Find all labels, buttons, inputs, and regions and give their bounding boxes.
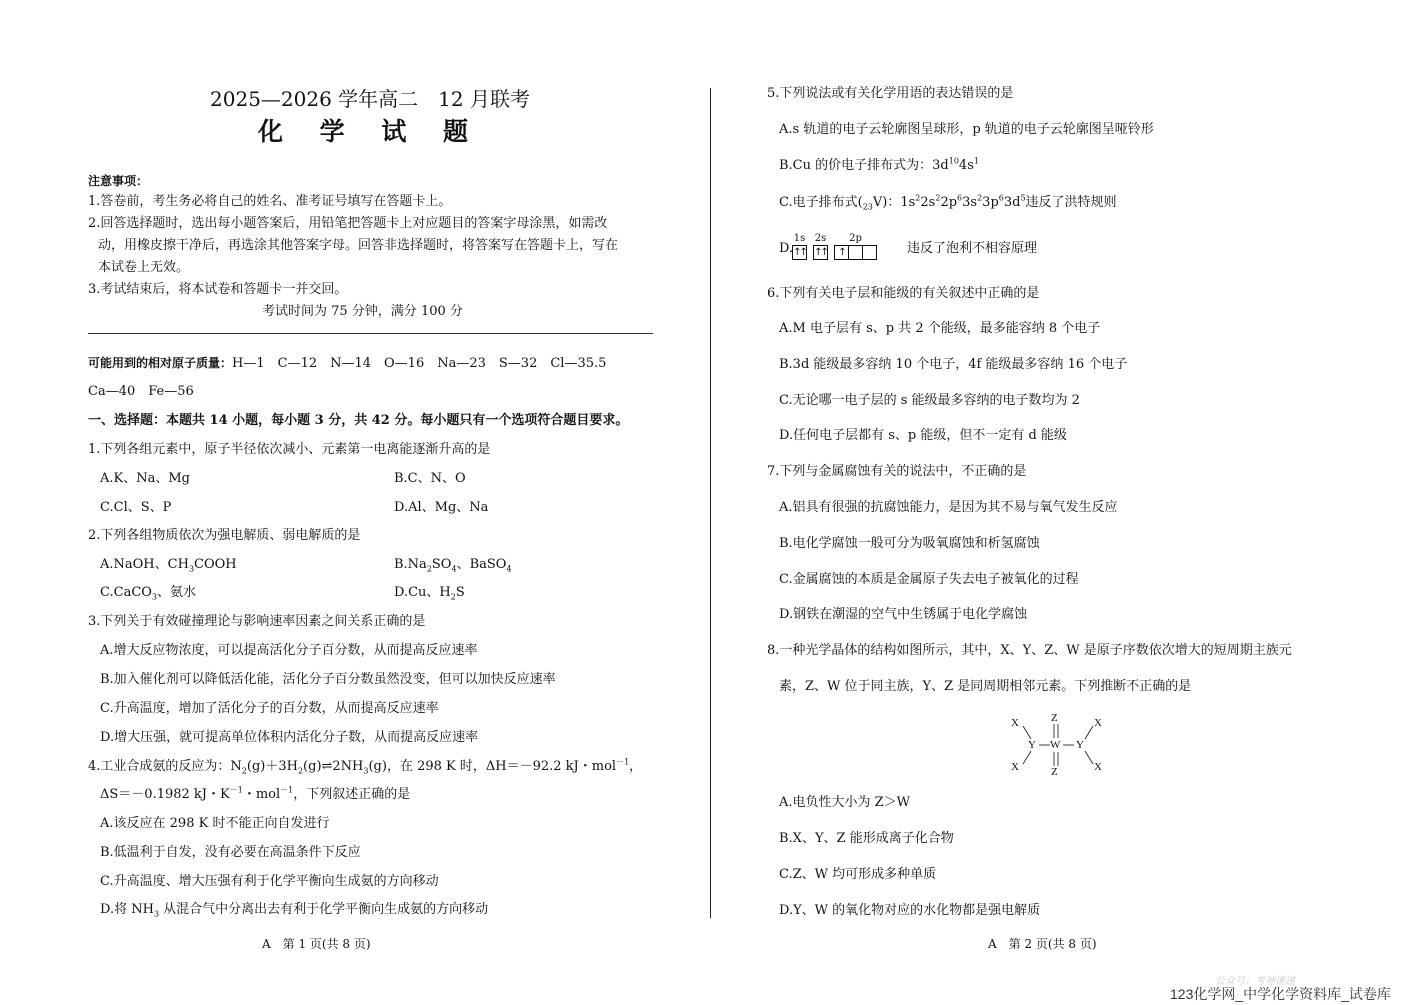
orbital-2s: 2s ↑↑ — [814, 233, 827, 258]
q2-option-c: C.CaCO$_3$、氨水 — [100, 585, 197, 602]
q4-option-a: A.该反应在 298 K 时不能正向自发进行 — [100, 816, 330, 831]
orbital-box-2s: ↑↑ — [814, 247, 827, 258]
q7-stem: 7.下列与金属腐蚀有关的说法中，不正确的是 — [767, 464, 1027, 479]
orbital-2p: 2p ↑ — [834, 233, 877, 260]
q5-option-a: A.s 轨道的电子云轮廓图呈球形，p 轨道的电子云轮廓图呈哑铃形 — [779, 122, 1154, 137]
q4-stem-line-1: 4.工业合成氨的反应为：$N_2(g)+3H_2(g)\rightleftharpoons 2NH_3(g)$，在 298 K 时，ΔH＝－92.2 kJ・mol$^{-1}$， — [88, 757, 643, 776]
q1-option-c: C.Cl、S、P — [100, 500, 172, 515]
atom-y-2: Y — [1076, 739, 1084, 751]
atom-y-1: Y — [1028, 739, 1036, 751]
orbital-box-2p-3 — [862, 245, 877, 260]
q3-option-b: B.加入催化剂可以降低活化能，活化分子百分数虽然没变，但可以加快反应速率 — [100, 672, 556, 687]
notice-item-2-cont: 动，用橡皮擦干净后，再选涂其他答案字母。回答非选择题时，将答案写在答题卡上，写在 — [98, 238, 619, 253]
notice-item-3: 3.考试结束后，将本试卷和答题卡一并交回。 — [88, 282, 348, 297]
q3-option-a: A.增大反应物浓度，可以提高活化分子百分数，从而提高反应速率 — [100, 643, 478, 658]
exam-title: 2025—2026 学年高二 12 月联考 — [210, 87, 530, 111]
orbital-box-2p-2 — [848, 245, 863, 260]
q3-option-c: C.升高温度，增加了活化分子的百分数，从而提高反应速率 — [100, 701, 439, 716]
orbital-box-1s: ↑↑ — [793, 247, 806, 258]
orbital-diagram — [792, 233, 883, 260]
q4-option-b: B.低温利于自发，没有必要在高温条件下反应 — [100, 845, 361, 860]
atomic-mass-values-1: H—1 C—12 N—14 O—16 Na—23 S—32 Cl—35.5 — [232, 356, 607, 371]
q1-option-a: A.K、Na、Mg — [100, 471, 190, 486]
notice-item-1: 1.答卷前，考生务必将自己的姓名、准考证号填写在答题卡上。 — [88, 194, 452, 209]
q4-option-c: C.升高温度、增大压强有利于化学平衡向生成氨的方向移动 — [100, 874, 439, 889]
page-1-footer: A 第 1 页(共 8 页) — [262, 937, 371, 951]
atomic-mass-line-2: Ca—40 Fe—56 — [88, 384, 194, 399]
faint-watermark: 公众号：考神速递 — [1215, 976, 1295, 987]
q7-option-a: A.铝具有很强的抗腐蚀能力，是因为其不易与氧气发生反应 — [779, 500, 1118, 515]
q2-stem: 2.下列各组物质依次为强电解质、弱电解质的是 — [88, 528, 361, 543]
q6-option-b: B.3d 能级最多容纳 10 个电子，4f 能级最多容纳 16 个电子 — [779, 357, 1128, 372]
q5-option-c: C.电子排布式$(_{23}V)$：$1s^22s^22p^63s^23p^63d^5$违反了洪特规则 — [779, 193, 1117, 212]
notice-item-2: 2.回答选择题时，选出每小题答案后，用铅笔把答题卡上对应题目的答案字母涂黑，如需改 — [88, 216, 608, 231]
q8-option-b: B.X、Y、Z 能形成离子化合物 — [779, 831, 954, 846]
q8-option-c: C.Z、W 均可形成多种单质 — [779, 867, 937, 882]
page-1 — [0, 0, 710, 1005]
q7-option-b: B.电化学腐蚀一般可分为吸氧腐蚀和析氢腐蚀 — [779, 536, 1040, 551]
atom-x-3: X — [1011, 761, 1019, 773]
atom-x-1: X — [1011, 717, 1019, 729]
q7-option-d: D.钢铁在潮湿的空气中生锈属于电化学腐蚀 — [779, 607, 1028, 622]
atom-x-2: X — [1094, 717, 1102, 729]
page-divider — [710, 88, 711, 918]
crystal-structure-diagram — [1003, 712, 1113, 778]
q8-option-d: D.Y、W 的氧化物对应的水化物都是强电解质 — [779, 903, 1041, 918]
q8-option-a: A.电负性大小为 Z＞W — [779, 795, 911, 810]
q7-option-c: C.金属腐蚀的本质是金属原子失去电子被氧化的过程 — [779, 572, 1079, 587]
q5-option-d-suffix: 违反了泡利不相容原理 — [907, 241, 1038, 256]
q6-option-a: A.M 电子层有 s、p 共 2 个能级，最多能容纳 8 个电子 — [779, 321, 1101, 336]
atom-w: W — [1050, 739, 1061, 751]
q6-option-c: C.无论哪一电子层的 s 能级最多容纳的电子数均为 2 — [779, 393, 1080, 408]
atom-z-top: Z — [1051, 712, 1058, 724]
time-info: 考试时间为 75 分钟，满分 100 分 — [262, 304, 463, 319]
section-1-heading: 一、选择题：本题共 14 小题，每小题 3 分，共 42 分。每小题只有一个选项符合题目要求。 — [88, 413, 629, 428]
atomic-mass-label: 可能用到的相对原子质量： — [88, 356, 233, 370]
q3-option-d: D.增大压强，就可提高单位体积内活化分子数，从而提高反应速率 — [100, 730, 479, 745]
orbital-1s: 1s ↑↑ — [793, 233, 806, 258]
q6-option-d: D.任何电子层都有 s、p 能级，但不一定有 d 能级 — [779, 428, 1067, 443]
header-divider — [88, 333, 653, 334]
q8-stem-line-2: 素，Z、W 位于同主族，Y、Z 是同周期相邻元素。下列推断不正确的是 — [779, 679, 1192, 694]
q5-option-d-prefix: D. — [779, 241, 794, 256]
orbital-box-2p-1: ↑ — [834, 245, 849, 260]
q4-option-d: D.将 $NH_3$ 从混合气中分离出去有利于化学平衡向生成氨的方向移动 — [100, 902, 489, 919]
q4-stem-line-2: ΔS＝－0.1982 kJ・$K^{-1}$・mol$^{-1}$，下列叙述正确的是 — [100, 785, 411, 802]
q5-option-b: B.Cu 的价电子排布式为：$3d^{10}4s^1$ — [779, 156, 979, 173]
q2-option-a: A.NaOH、$CH_3COOH$ — [100, 557, 237, 574]
q1-option-b: B.C、N、O — [394, 471, 466, 486]
q1-option-d: D.Al、Mg、Na — [394, 500, 489, 515]
site-watermark: 123化学网_中学化学资料库_试卷库 — [1170, 986, 1391, 1002]
q8-stem-line-1: 8.一种光学晶体的结构如图所示，其中，X、Y、Z、W 是原子序数依次增大的短周期主族元 — [767, 643, 1292, 658]
q2-option-b: $B.Na_2SO_4$、BaSO$_4$ — [394, 557, 512, 574]
q6-stem: 6.下列有关电子层和能级的有关叙述中正确的是 — [767, 286, 1040, 301]
atom-x-4: X — [1094, 761, 1102, 773]
q5-stem: 5.下列说法或有关化学用语的表达错误的是 — [767, 86, 1014, 101]
page-2-footer: A 第 2 页(共 8 页) — [988, 937, 1097, 951]
notice-item-2-cont2: 本试卷上无效。 — [98, 260, 190, 275]
q2-option-d: D.Cu、$H_2S$ — [394, 585, 465, 602]
atom-z-bottom: Z — [1051, 766, 1058, 778]
q1-stem: 1.下列各组元素中，原子半径依次减小、元素第一电离能逐渐升高的是 — [88, 442, 491, 457]
subject-title: 化 学 试 题 — [257, 117, 483, 146]
notice-heading: 注意事项： — [88, 174, 149, 188]
atomic-mass-line-1 — [88, 354, 606, 373]
q3-stem: 3.下列关于有效碰撞理论与影响速率因素之间关系正确的是 — [88, 614, 426, 629]
